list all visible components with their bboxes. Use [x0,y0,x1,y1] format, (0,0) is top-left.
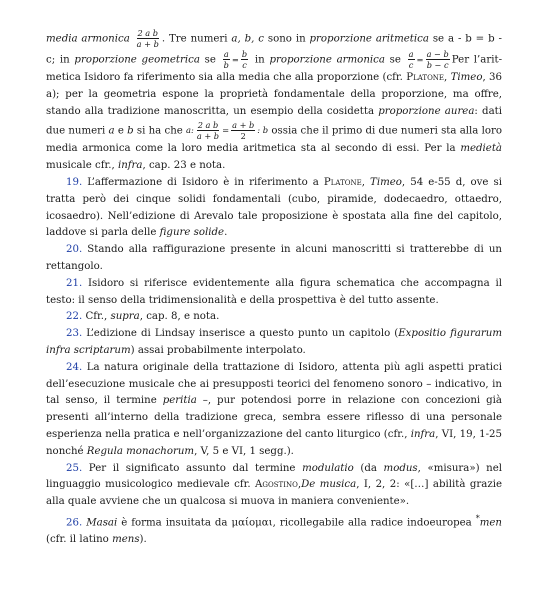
footnote-23: 23. L’edizione di Lindsay inserisce a questo punto un capitolo (Expositio figurarum infra scriptarum) assai probabilmente interpolato. [46,328,502,356]
footnote-26: 26. Masai è forma insuitata da μαίομαι, ricollegabile alla radice indoeuropea *men (cfr. il latino mens). [46,513,502,546]
footnote-number[interactable]: 20. [66,244,83,256]
paragraph-proportions: media armonica $\frac{\text{2 a b}}{a + b}$ . Tre numeri a, b, c sono in proporzione aritmetica se a - b = b - c; in proporzione geometrica se $\frac{a}{b}$ = $\frac{b}{c}$ in proporzione armonica se $\frac{a}{c}$ = $\frac{a - b}{b - c}$ Per l’aritmetica Isidoro fa riferimento sia alla media che alla proporzione (cfr. Platone, Timeo, 36 a); per la geometria espone la proprietà fondamentale della proporzione, ma offre, stando alla tradizione manoscritta, un esempio della cosidetta proporzione aurea: dati due numeri a e b si ha che a: $\frac{\text{2 a b}}{a + b}$ = $\frac{a + b}{2}$ : b ossia che il primo di due numeri sta alla loro media armonica come la loro media aritmetica sta al secondo di essi. Per la medietà musicale cfr., infra, cap. 23 e nota. [46,28,503,172]
footnote-20: 20. Stando alla raffigurazione presente in alcuni manoscritti si tratterebbe di un rettangolo. [46,244,502,272]
footnote-number[interactable]: 21. [66,277,83,289]
fraction-b-over-c: $\frac{b}{c}$ [241,49,248,70]
fraction-a-over-c: $\frac{a}{c}$ [408,49,414,70]
fraction-diff: $\frac{a - b}{b - c}$ [426,49,449,70]
footnote-19: 19. L’affermazione di Isidoro è in riferimento a Platone, Timeo, 54 e-55 d, ove si tratta però dei cinque solidi fondamentali (cubo, piramide, dodecaedro, ottaedro, icosaedro). Nell’edizione di Arevalo tale proposizione è spostata alla fine del capitolo, laddove si parla delle figure solide. [46,176,502,239]
footnotes-page [46,28,502,549]
footnote-number[interactable]: 26. [66,517,83,529]
term-media-armonica: media armonica [46,33,130,45]
footnote-number[interactable]: 25. [66,462,83,474]
fraction-harmonic-mean: $\frac{\text{2 a b}}{a + b}$ [136,28,159,49]
golden-ratio-formula: a: $\frac{\text{2 a b}}{a + b}$ = $\frac{a + b}{2}$ : b [186,120,269,142]
footnote-21: 21. Isidoro si riferisce evidentemente alla figura schematica che accompagna il testo: il senso della tridimensionalità e della prospettiva è del tutto assente. [46,277,502,306]
fraction-a-over-b: $\frac{a}{b}$ [223,49,229,70]
footnote-number[interactable]: 19. [66,176,83,188]
footnote-25: 25. Per il significato assunto dal termine modulatio (da modus, «misura») nel linguaggio musicologico medievale cfr. Agostino,De musica, I, 2, 2: «[…] abilità grazie alla quale avviene che un qualcosa si muova in maniera conveniente». [46,462,503,508]
footnote-number[interactable]: 24. [66,361,83,373]
footnote-22: 22. Cfr., supra, cap. 8, e nota. [66,311,220,323]
footnote-number[interactable]: 22. [66,311,83,323]
footnote-number[interactable]: 23. [66,328,83,340]
footnote-24: 24. La natura originale della trattazione di Isidoro, attenta più agli aspetti pratici dell’esecuzione musicale che ai presupposti teorici del fenomeno sonoro – indicativo, in tal senso, il termine peritia –, pur potendosi porre in relazione con concezioni già presenti all’interno della tradizione greca, sembra essere riflesso di una personale esperienza nella pratica e nell’organizzazione del canto liturgico (cfr., infra, VI, 19, 1-25 nonché Regula monachorum, V, 5 e VI, 1 segg.). [46,361,502,457]
